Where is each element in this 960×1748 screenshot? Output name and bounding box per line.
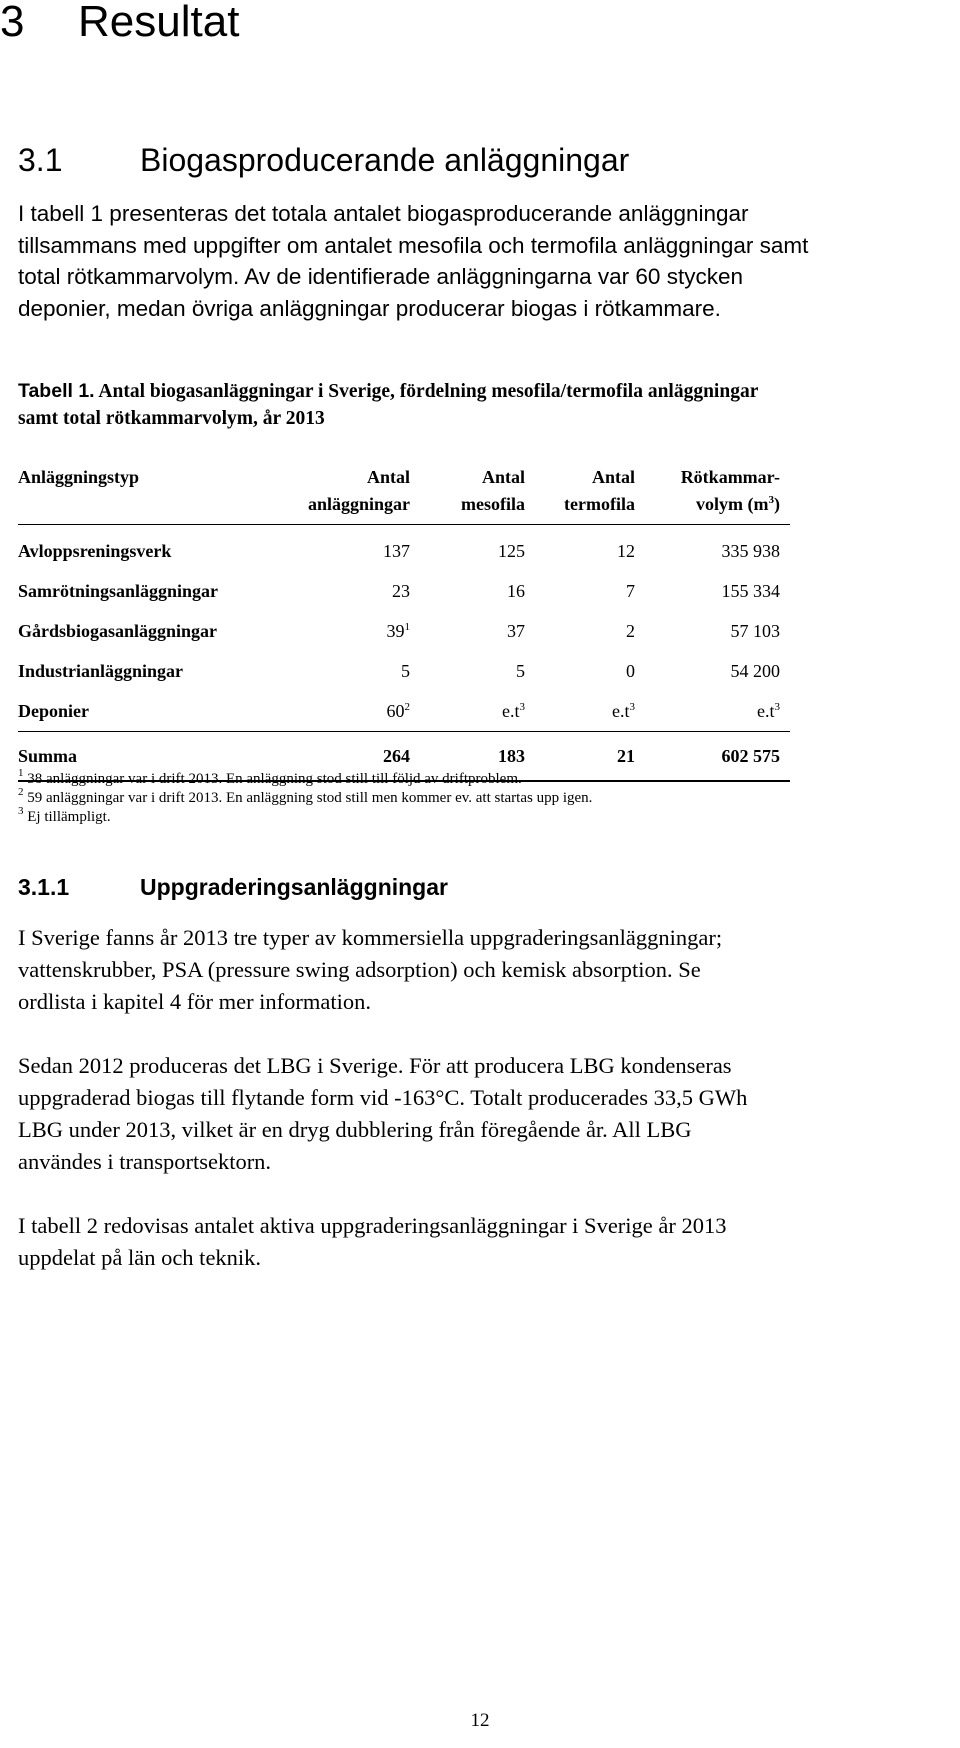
text-line: deponier, medan övriga anläggningar producerar biogas i rötkammare. xyxy=(18,295,721,321)
row-name: Deponier xyxy=(18,701,89,721)
text-line: total rötkammarvolym. Av de identifierade anläggningarna var 60 stycken xyxy=(18,264,743,289)
header-line: termofila xyxy=(564,494,635,514)
body-text xyxy=(18,922,953,1306)
value: 5 xyxy=(401,661,410,681)
footnote-mark: 3 xyxy=(18,805,24,817)
value: 39 xyxy=(386,621,405,641)
header-line: Antal xyxy=(366,467,410,487)
cell-volym xyxy=(757,701,780,722)
cell-termofila xyxy=(626,661,635,682)
cell-mesofila xyxy=(507,621,525,642)
text-line: LBG under 2013, vilket är en dryg dubblering från föregående år. All LBG xyxy=(18,1117,692,1142)
section-title: Biogasproducerande anläggningar xyxy=(140,142,630,178)
table-caption-line1: Antal biogasanläggningar i Sverige, fördelning mesofila/termofila anläggningar xyxy=(98,381,759,402)
footnote-mark: 2 xyxy=(404,701,410,713)
header-paren: ) xyxy=(774,494,780,514)
text-line: I Sverige fanns år 2013 tre typer av kommersiella uppgraderingsanläggningar; xyxy=(18,925,723,950)
value: 2 xyxy=(626,621,635,641)
text-line: ordlista i kapitel 4 för mer information. xyxy=(18,989,372,1014)
subsection-number: 3.1.1 xyxy=(18,874,70,900)
value: 0 xyxy=(626,661,635,681)
cell-mesofila xyxy=(498,541,525,562)
cell-termofila xyxy=(612,701,635,722)
text-line: användes i transportsektorn. xyxy=(18,1149,272,1174)
cell-mesofila xyxy=(507,581,525,602)
cell-antal xyxy=(401,661,410,682)
value: e.t xyxy=(612,701,630,721)
header-line: Antal xyxy=(481,467,525,487)
header-line: anläggningar xyxy=(307,494,410,514)
cell-volym xyxy=(731,621,781,642)
header-line: mesofila xyxy=(461,494,525,514)
table-caption xyxy=(18,378,948,432)
value: 60 xyxy=(386,701,405,721)
text-line: I tabell 1 presenteras det totala antalet biogasproducerande anläggningar xyxy=(18,201,749,226)
header-unit: volym (m xyxy=(696,494,769,514)
paragraph xyxy=(18,1210,953,1274)
row-name: Samrötningsanläggningar xyxy=(18,581,219,601)
value: 335 938 xyxy=(721,541,780,561)
text-line: vattenskrubber, PSA (pressure swing adsorption) och kemisk absorption. Se xyxy=(18,957,701,982)
footnote xyxy=(18,805,918,827)
section-number: 3.1 xyxy=(18,142,63,178)
value: 155 334 xyxy=(721,581,780,601)
table-row xyxy=(18,611,790,651)
header-line: Antal xyxy=(591,467,635,487)
header-line xyxy=(681,491,780,518)
footnote-text: 38 anläggningar var i drift 2013. En anläggning stod still till följd av driftproblem. xyxy=(27,771,522,787)
value: e.t xyxy=(757,701,775,721)
footnote xyxy=(18,767,918,789)
footnote-text: 59 anläggningar var i drift 2013. En anläggning stod still men kommer ev. att startas upp igen. xyxy=(27,790,593,806)
footnote-mark: 1 xyxy=(18,767,24,779)
footnote-mark: 3 xyxy=(629,701,635,713)
header-line: Rötkammar- xyxy=(680,467,780,487)
value: 125 xyxy=(498,541,525,561)
footnote xyxy=(18,786,918,808)
cell-volym xyxy=(722,581,781,602)
page-number: 12 xyxy=(470,1710,490,1731)
cell-volym xyxy=(722,541,781,562)
paragraph xyxy=(18,1050,953,1178)
table-row xyxy=(18,691,790,731)
sum-antal: 264 xyxy=(383,746,410,766)
table-row xyxy=(18,571,790,611)
footnote-mark: 2 xyxy=(18,786,24,798)
sum-label: Summa xyxy=(18,746,78,766)
header-termofila xyxy=(564,464,635,518)
subsection-title: Uppgraderingsanläggningar xyxy=(140,874,448,900)
cell-termofila xyxy=(626,581,635,602)
section-heading xyxy=(18,140,629,180)
row-name: Industrianläggningar xyxy=(18,661,184,681)
value: 37 xyxy=(507,621,525,641)
subsection-heading xyxy=(18,872,448,902)
footnote-text: Ej tillämpligt. xyxy=(27,809,111,825)
row-name: Avloppsreningsverk xyxy=(18,541,172,561)
chapter-heading xyxy=(0,0,239,48)
value: 16 xyxy=(507,581,525,601)
text-line: tillsammans med uppgifter om antalet mesofila och termofila anläggningar samt xyxy=(18,232,809,258)
header-sup: 3 xyxy=(768,494,774,506)
value: 23 xyxy=(392,581,410,601)
table-row xyxy=(18,531,790,571)
table-caption-line2: samt total rötkammarvolym, år 2013 xyxy=(18,408,325,429)
row-name: Gårdsbiogasanläggningar xyxy=(18,621,218,641)
cell-antal xyxy=(387,701,411,722)
header-antal xyxy=(308,464,410,518)
value: e.t xyxy=(502,701,520,721)
facilities-table xyxy=(18,454,790,782)
table-caption-label: Tabell 1. xyxy=(18,380,95,402)
cell-termofila xyxy=(626,621,635,642)
value: 57 103 xyxy=(730,621,780,641)
sum-volym: 602 575 xyxy=(721,746,780,766)
text-line: uppgraderad biogas till flytande form vid -163°C. Totalt producerades 33,5 GWh xyxy=(18,1085,748,1110)
table-footnotes xyxy=(18,767,918,827)
value: 5 xyxy=(516,661,525,681)
header-volym xyxy=(681,464,780,518)
intro-paragraph xyxy=(18,198,948,324)
cell-termofila xyxy=(617,541,635,562)
value: 54 200 xyxy=(730,661,780,681)
text-line: I tabell 2 redovisas antalet aktiva uppgraderingsanläggningar i Sverige år 2013 xyxy=(18,1213,727,1238)
table-header-row xyxy=(18,454,790,525)
sum-mesofila: 183 xyxy=(498,746,525,766)
cell-antal xyxy=(387,621,411,642)
header-type: Anläggningstyp xyxy=(18,467,140,487)
paragraph xyxy=(18,922,953,1018)
text-line: Sedan 2012 produceras det LBG i Sverige. För att producera LBG kondenseras xyxy=(18,1053,732,1078)
cell-mesofila xyxy=(516,661,525,682)
table-row xyxy=(18,651,790,691)
cell-volym xyxy=(731,661,781,682)
chapter-title: Resultat xyxy=(78,0,240,46)
text-line: uppdelat på län och teknik. xyxy=(18,1245,262,1270)
cell-mesofila xyxy=(502,701,525,722)
header-mesofila xyxy=(461,464,525,518)
footnote-mark: 3 xyxy=(774,701,780,713)
footnote-mark: 1 xyxy=(404,621,410,633)
value: 12 xyxy=(617,541,635,561)
footnote-mark: 3 xyxy=(519,701,525,713)
cell-antal xyxy=(392,581,410,602)
value: 7 xyxy=(626,581,635,601)
sum-termofila: 21 xyxy=(617,746,635,766)
chapter-number: 3 xyxy=(0,0,25,46)
cell-antal xyxy=(383,541,410,562)
value: 137 xyxy=(383,541,410,561)
